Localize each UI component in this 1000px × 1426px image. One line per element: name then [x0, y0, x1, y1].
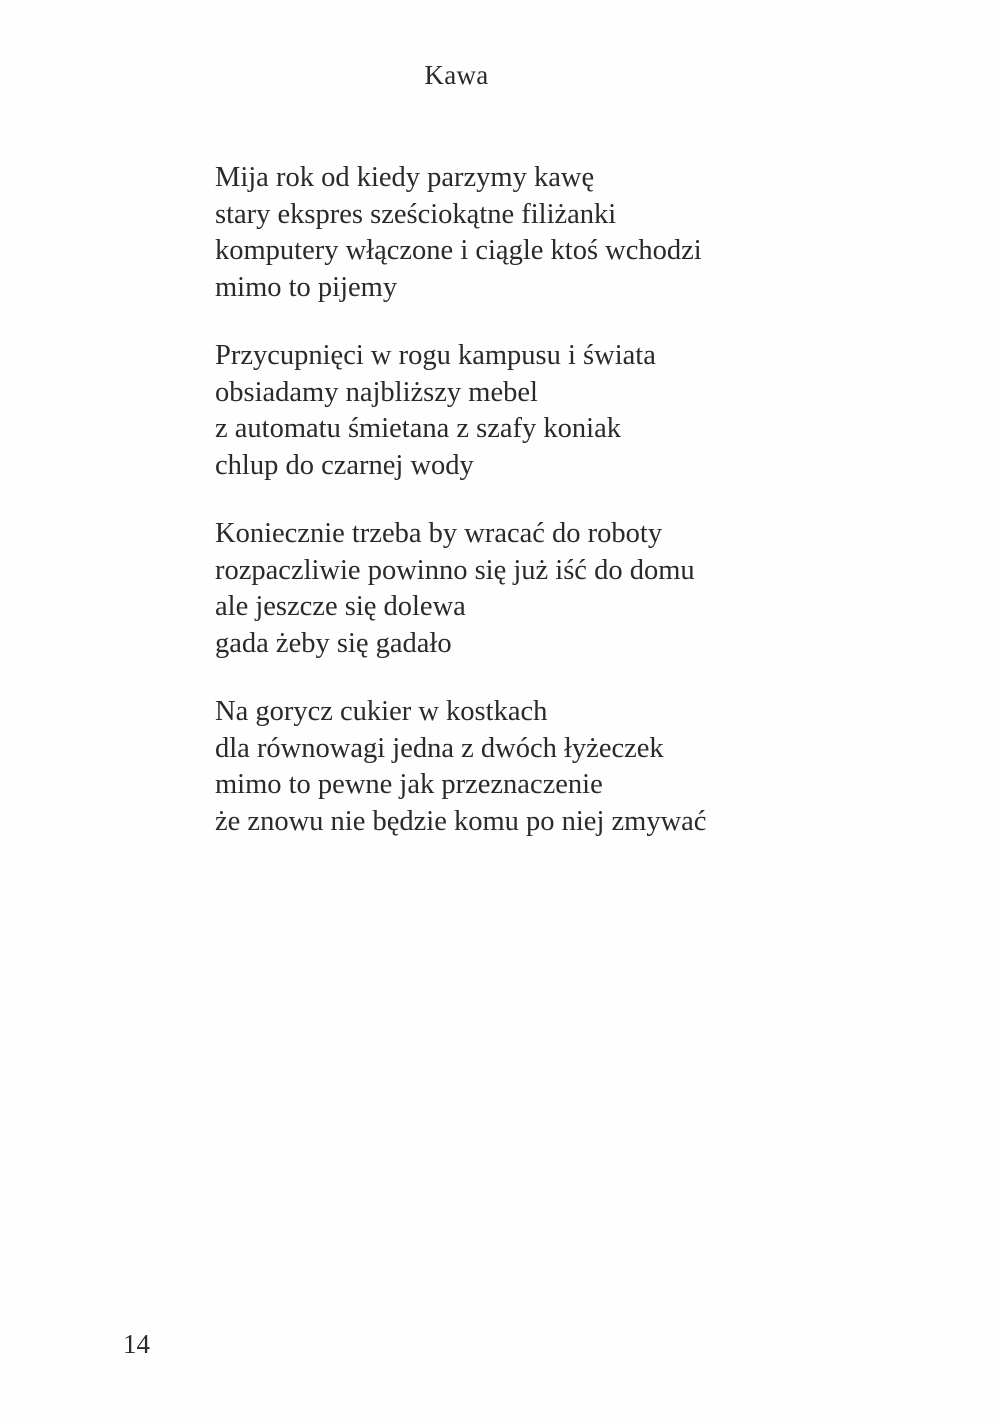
- poem-line: Przycupnięci w rogu kampusu i świata: [215, 340, 656, 371]
- stanza-4: [215, 694, 815, 840]
- poem-line: mimo to pijemy: [215, 271, 398, 303]
- page-number: 14: [123, 1329, 150, 1359]
- poem-line: mimo to pewne jak przeznaczenie: [215, 769, 603, 800]
- poem-title: Kawa: [424, 60, 489, 90]
- poem-line: że znowu nie będzie komu po niej zmywać: [215, 805, 707, 837]
- stanza-2: [215, 338, 815, 484]
- poem-line: gada żeby się gadało: [215, 627, 452, 659]
- poem-line: Mija rok od kiedy parzymy kawę: [215, 162, 595, 193]
- poem-line: z automatu śmietana z szafy koniak: [215, 413, 621, 444]
- poem-line: obsiadamy najbliższy mebel: [215, 376, 538, 408]
- poem-line: Na gorycz cukier w kostkach: [215, 696, 548, 727]
- poem-line: komputery włączone i ciągle ktoś wchodzi: [215, 235, 702, 266]
- poem-body: [215, 160, 815, 872]
- poem-line: Koniecznie trzeba by wracać do roboty: [215, 518, 663, 549]
- poem-line: ale jeszcze się dolewa: [215, 591, 466, 622]
- poem-line: chlup do czarnej wody: [215, 449, 474, 481]
- stanza-1: [215, 160, 815, 306]
- poem-line: rozpaczliwie powinno się już iść do domu: [215, 554, 695, 586]
- stanza-3: [215, 516, 815, 662]
- poem-line: stary ekspres sześciokątne filiżanki: [215, 198, 617, 230]
- poem-line: dla równowagi jedna z dwóch łyżeczek: [215, 732, 664, 764]
